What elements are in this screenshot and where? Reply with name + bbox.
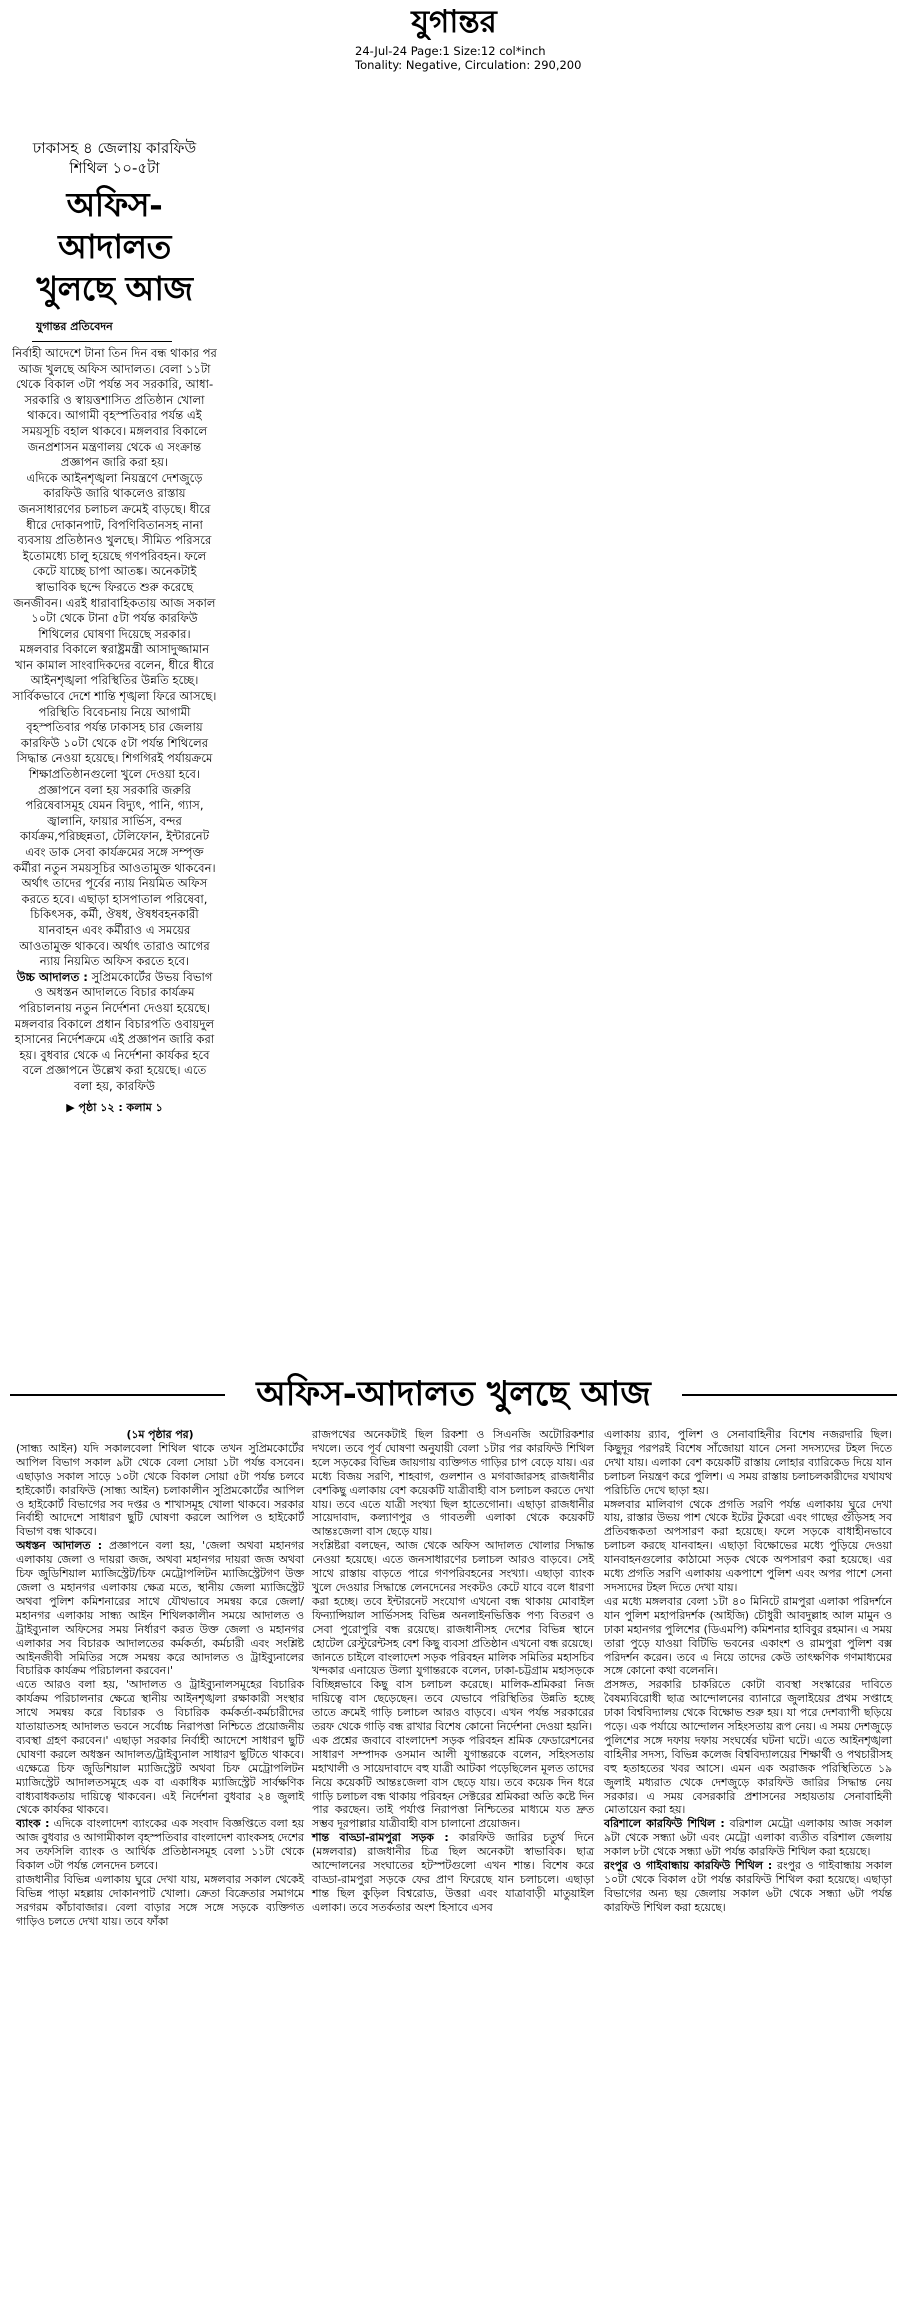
tonality-line: Tonality: Negative, Circulation: 290,200 (355, 58, 582, 72)
subhead-lead: অধস্তন আদালত : (16, 1539, 103, 1553)
continuation-header (10, 1372, 897, 1418)
byline: যুগান্তর প্রতিবেদন (36, 320, 113, 333)
paragraph: শান্ত বাড্ডা-রামপুরা সড়ক : কারফিউ জারির চতুর্থ দিনে (মঙ্গলবার) রাজধানীর চিত্র ছিল অনেকটা স্বাভাবিক। ছাত্র আন্দোলনের সংঘাতের হটস্পটগুলো এখন শান্ত। বিশেষ করে বাড্ডা-রামপুরা সড়কে ফের প্রাণ ফিরেছে যান চলাচলে। এছাড়া শান্ত ছিল কুড়িল বিশ্বরোড, উত্তরা এবং যাত্রাবাড়ী মাতুয়াইল এলাকা। তবে সতর্কতার অংশ হিসাবে এসব (312, 1831, 594, 1914)
column-1 (16, 1428, 304, 1929)
subhead-lead: বরিশালে কারফিউ শিথিল : (604, 1817, 725, 1831)
paragraph: সংশ্লিষ্টরা বলছেন, আজ থেকে অফিস আদালত খোলার সিদ্ধান্ত নেওয়া হয়েছে। এতে জনসাধারণের চলাচল আরও বাড়বে। সেই সাথে রাস্তায় বাড়তে পারে গণপরিবহনের সংখ্যা। এছাড়া ব্যাংক খুলে দেওয়ার সিদ্ধান্তে লেনদেনের সংকটও কেটে যাবে বলে ধারণা করা হচ্ছে। তবে ইন্টারনেট সংযোগ এখনো বন্ধ থাকায় মোবাইল ফিন্যান্সিয়াল সার্ভিসসহ বিভিন্ন অনলাইনভিত্তিক পণ্য বিতরণ ও সেবা পুরোপুরি বন্ধ রয়েছে। রাজধানীসহ দেশের বিভিন্ন স্থানে হোটেল রেস্টুরেন্টসহ বেশ কিছু ব্যবসা প্রতিষ্ঠান এখনো বন্ধ রয়েছে। (312, 1539, 594, 1650)
date-line: 24-Jul-24 Page:1 Size:12 col*inch (355, 44, 546, 58)
paragraph: নির্বাহী আদেশে টানা তিন দিন বন্ধ থাকার পর আজ খুলছে অফিস আদালত। বেলা ১১টা থেকে বিকাল ৩টা পর্যন্ত সব সরকারি, আধা-সরকারি ও স্বায়ত্তশাসিত প্রতিষ্ঠান খোলা থাকবে। আগামী বৃহস্পতিবার পর্যন্ত এই সময়সূচি বহাল থাকবে। মঙ্গলবার বিকালে জনপ্রশাসন মন্ত্রণালয় থেকে এ সংক্রান্ত প্রজ্ঞাপন জারি করা হয়। (12, 346, 217, 470)
continuation-columns (16, 1428, 892, 2308)
newspaper-logo (368, 2, 540, 40)
paragraph: (সান্ধ্য আইন) যদি সকালবেলা শিথিল থাকে তখন সুপ্রিমকোর্টের আপিল বিভাগ সকাল ৯টা থেকে বেলা সোয়া ১টা পর্যন্ত বসবেন। এছাড়াও সকাল সাড়ে ১০টা থেকে বিকাল সোয়া ৫টা পর্যন্ত চলবে হাইকোর্ট। কারফিউ (সান্ধ্য আইন) চলাকালীন সুপ্রিমকোর্টের আপিল ও হাইকোর্ট বিভাগের সব দপ্তর ও শাখাসমূহ খোলা থাকবে। সরকার নির্বাহী আদেশে সাধারণ ছুটি ঘোষণা করলে আপিল ও হাইকোর্ট বিভাগ বন্ধ থাকবে। (16, 1441, 304, 1539)
headline-line-1: অফিস-আদালত (58, 185, 171, 266)
paragraph: এক প্রশ্নের জবাবে বাংলাদেশ সড়ক পরিবহন শ্রমিক ফেডারেশনের সাধারণ সম্পাদক ওসমান আলী যুগান্তরকে বলেন, সহিংসতায় মহাখালী ও সায়েদাবাদে বহু যাত্রী আটকা পড়েছিলেন মূলত তাদের নিয়ে কয়েকটি আন্তঃজেলা বাস ছেড়ে যায়। তবে কয়েক দিন ধরে গাড়ি চলাচল বন্ধ থাকায় পরিবহন সেক্টরের শ্রমিকরা অতি কষ্টে দিন পার করছেন। তাই পর্যাপ্ত নিরাপত্তা নিশ্চিতের মাধ্যমে যত দ্রুত সম্ভব দূরপাল্লার যাত্রীবাহী বাস চালানো প্রয়োজন। (312, 1733, 594, 1831)
paragraph: এর মধ্যে মঙ্গলবার বেলা ১টা ৪০ মিনিটে রামপুরা এলাকা পরিদর্শনে যান পুলিশ মহাপরিদর্শক (আইজি) চৌধুরী আবদুল্লাহ আল মামুন ও ঢাকা মহানগর পুলিশের (ডিএমপি) কমিশনার হাবিবুর রহমান। এ সময় তারা পুড়ে যাওয়া বিটিভি ভবনের একাংশ ও রামপুরা পুলিশ বক্স পরিদর্শন করেন। তবে এ নিয়ে তাদের কেউ তাৎক্ষণিক গণমাধ্যমের সঙ্গে কোনো কথা বলেননি। (604, 1594, 892, 1678)
paragraph: রংপুর ও গাইবান্ধায় কারফিউ শিথিল : রংপুর ও গাইবান্ধায় সকাল ১০টা থেকে বিকাল ৫টা পর্যন্ত কারফিউ শিথিল করা হয়েছে। এছাড়া বিভাগের অন্য ছয় জেলায় সকাল ৬টা থেকে সন্ধ্যা ৬টা পর্যন্ত কারফিউ শিথিল করা হয়েছে। (604, 1859, 892, 1914)
subhead-lead: রংপুর ও গাইবান্ধায় কারফিউ শিথিল : (604, 1859, 773, 1873)
subhead-lead: উচ্চ আদালত : (16, 969, 88, 984)
subhead-lead: শান্ত বাড্ডা-রামপুরা সড়ক : (312, 1831, 449, 1845)
paragraph: জানতে চাইলে বাংলাদেশ সড়ক পরিবহন মালিক সমিতির মহাসচিব খন্দকার এনায়েত উল্যা যুগান্তরকে বলেন, ঢাকা-চট্টগ্রাম মহাসড়কে বিচ্ছিন্নভাবে কিছু বাস চলাচল করেছে। মালিক-শ্রমিকরা নিজ দায়িত্বে বাস ছেড়েছেন। তবে যেভাবে পরিস্থিতির উন্নতি হচ্ছে তাতে ক্রমেই গাড়ি চলাচল আরও বাড়বে। এখন পর্যন্ত সরকারের তরফ থেকে গাড়ি বন্ধ রাখার বিশেষ কোনো নির্দেশনা দেওয়া হয়নি। (312, 1650, 594, 1734)
paragraph: রাজপথের অনেকটাই ছিল রিকশা ও সিএনজি অটোরিকশার দখলে। তবে পূর্ব ঘোষণা অনুযায়ী বেলা ১টার পর কারফিউ শিথিল হলে সড়কের বিভিন্ন জায়গায় ব্যক্তিগত গাড়ির চাপ বেড়ে যায়। এর মধ্যে বিজয় সরণি, শাহবাগ, গুলশান ও মগবাজারসহ রাজধানীর বেশকিছু এলাকায় বেশ কয়েকটি যাত্রীবাহী বাস চলাচল করতে দেখা যায়। তবে এতে যাত্রী সংখ্যা ছিল হাতেগোনা। এছাড়া রাজধানীর সায়েদাবাদ, কল্যাণপুর ও গাবতলী এলাকা থেকে কয়েকটি আন্তঃজেলা বাস ছেড়ে যায়। (312, 1428, 594, 1539)
clipping-meta (355, 44, 581, 72)
paragraph: এদিকে আইনশৃঙ্খলা নিয়ন্ত্রণে দেশজুড়ে কারফিউ জারি থাকলেও রাস্তায় জনসাধারণের চলাচল ক্রমেই বাড়ছে। ধীরে ধীরে দোকানপাট, বিপণিবিতানসহ নানা ব্যবসায় প্রতিষ্ঠানও খুলছে। সীমিত পরিসরে ইতোমধ্যে চালু হয়েছে গণপরিবহন। ফলে কেটে যাচ্ছে চাপা আতঙ্ক। অনেকটাই স্বাভাবিক ছন্দে ফিরতে শুরু করেছে জনজীবন। এরই ধারাবাহিকতায় আজ সকাল ১০টা থেকে টানা ৫টা পর্যন্ত কারফিউ শিথিলের ঘোষণা দিয়েছে সরকার। (13, 470, 216, 641)
front-page-clipping (12, 138, 217, 1118)
subhead-lead: ব্যাংক : (16, 1817, 50, 1831)
byline-rule (32, 341, 172, 342)
paragraph: বরিশালে কারফিউ শিথিল : বরিশাল মেট্রো এলাকায় আজ সকাল ৯টা থেকে সন্ধ্যা ৬টা এবং মেট্রো এলাকা ব্যতীত বরিশাল জেলায় সকাল ৮টা থেকে সন্ধ্যা ৬টা পর্যন্ত কারফিউ শিথিল করা হয়েছে। (604, 1817, 893, 1859)
logo-text: যুগান্তর (411, 4, 497, 40)
paragraph: অধস্তন আদালত : প্রজ্ঞাপনে বলা হয়, 'জেলা অথবা মহানগর এলাকায় জেলা ও দায়রা জজ, অথবা মহানগর দায়রা জজ অথবা চিফ জুডিশিয়াল ম্যাজিস্ট্রেট/চিফ মেট্রোপলিটন ম্যাজিস্ট্রেটগণ উক্ত জেলা ও মহানগর এলাকায় ক্ষেত্র মতে, স্থানীয় জেলা ম্যাজিস্ট্রেট অথবা পুলিশ কমিশনারের সাথে যৌথভাবে সমন্বয় করে জেলা/মহানগর এলাকায় সান্ধ্য আইন শিথিলকালীন সময়ে আদালত ও ট্রাইব্যুনাল অফিসের সময় নির্ধারণ করত উক্ত জেলা ও মহানগর এলাকার সব বিচারক আদালতের কর্মকর্তা, কর্মচারী এবং সংশ্লিষ্ট আইনজীবী সমিতির সঙ্গে সমন্বয় করে আদালত ও ট্রাইব্যুনালের বিচারিক কার্যক্রম পরিচালনা করবেন।' (16, 1539, 304, 1678)
paragraph: এলাকায় র‌্যাব, পুলিশ ও সেনাবাহিনীর বিশেষ নজরদারি ছিল। কিছুদূর পরপরই বিশেষ সাঁজোয়া যানে সেনা সদস্যদের টহল দিতে দেখা যায়। এলাকা বেশ কয়েকটি রাস্তায় লোহার ব্যারিকেড দিয়ে যান চলাচল নিয়ন্ত্রণ করে পুলিশ। এ সময় রাস্তায় চলাচলকারীদের যথাযথ পরিচিতি দেখে ছাড়া হয়। (604, 1428, 892, 1497)
paragraph: ব্যাংক : এদিকে বাংলাদেশ ব্যাংকের এক সংবাদ বিজ্ঞপ্তিতে বলা হয় আজ বুধবার ও আগামীকাল বৃহস্পতিবার বাংলাদেশ ব্যাংকসহ দেশের সব তফসিলি ব্যাংক ও আর্থিক প্রতিষ্ঠানসমূহ বেলা ১১টা থেকে বিকাল ৩টা পর্যন্ত লেনদেন চলবে। (16, 1817, 304, 1873)
column-3 (604, 1428, 892, 1915)
paragraph: মঙ্গলবার বিকালে স্বরাষ্ট্রমন্ত্রী আসাদুজ্জামান খান কামাল সাংবাদিকদের বলেন, ধীরে ধীরে আইনশৃঙ্খলা পরিস্থিতির উন্নতি হচ্ছে। সার্বিকভাবে দেশে শান্তি শৃঙ্খলা ফিরে আসছে। পরিস্থিতি বিবেচনায় নিয়ে আগামী বৃহস্পতিবার পর্যন্ত ঢাকাসহ চার জেলায় কারফিউ ১০টা থেকে ৫টা পর্যন্ত শিথিলের সিদ্ধান্ত নেওয়া হয়েছে। শিগগিরই পর্যায়ক্রমে শিক্ষাপ্রতিষ্ঠানগুলো খুলে দেওয়া হবে। (12, 642, 217, 782)
article-body (12, 346, 217, 1095)
continued-from: (১ম পৃষ্ঠার পর) (126, 1428, 194, 1441)
continuation-headline: অফিস-আদালত খুলছে আজ (256, 1374, 651, 1414)
paragraph: প্রজ্ঞাপনে বলা হয় সরকারি জরুরি পরিষেবাসমূহ যেমন বিদ্যুৎ, পানি, গ্যাস, জ্বালানি, ফায়ার সার্ভিস, বন্দর কার্যক্রম,পরিচ্ছন্নতা, টেলিফোন, ইন্টারনেট এবং ডাক সেবা কার্যক্রমের সঙ্গে সম্পৃক্ত কর্মীরা নতুন সময়সূচির আওতামুক্ত থাকবেন। অর্থাৎ তাদের পূর্বের ন্যায় নিয়মিত অফিস করতে হবে। এছাড়া হাসপাতাল পরিষেবা, চিকিৎসক, কর্মী, ঔষধ, ঔষধবহনকারী যানবাহন এবং কর্মীরাও এ সময়ের আওতামুক্ত থাকবে। অর্থাৎ তারাও আগের ন্যায় নিয়মিত অফিস করতে হবে। (13, 782, 216, 969)
paragraph: প্রসঙ্গত, সরকারি চাকরিতে কোটা ব্যবস্থা সংস্কারের দাবিতে বৈষম্যবিরোধী ছাত্র আন্দোলনের ব্যানারে জুলাইয়ের প্রথম সপ্তাহে ঢাকা বিশ্ববিদ্যালয় থেকে বিক্ষোভ শুরু হয়। যা পরে দেশব্যাপী ছড়িয়ে পড়ে। এক পর্যায়ে আন্দোলন সহিংসতায় রূপ নেয়। এ সময় দেশজুড়ে পুলিশের সঙ্গে দফায় দফায় সংঘর্ষের ঘটনা ঘটে। এতে আইনশৃঙ্খলা বাহিনীর সদস্য, বিভিন্ন কলেজ বিশ্ববিদ্যালয়ের শিক্ষার্থী ও পথচারীসহ বহু হতাহতের খবর আসে। এমন এক অরাজক পরিস্থিতিতে ১৯ জুলাই মধ্যরাত থেকে দেশজুড়ে কারফিউ জারির সিদ্ধান্ত নেয় সরকার। এ সময় বেসরকারি প্রশাসনের সহায়তায় সেনাবাহিনী মোতায়েন করা হয়। (604, 1678, 892, 1817)
continued-marker: ▶ পৃষ্ঠা ১২ : কলাম ১ (66, 1100, 163, 1114)
headline-line-2: খুলছে আজ (36, 269, 193, 308)
column-2 (312, 1428, 594, 1915)
paragraph: রাজধানীর বিভিন্ন এলাকায় ঘুরে দেখা যায়, মঙ্গলবার সকাল থেকেই বিভিন্ন পাড়া মহল্লায় দোকানপাট খোলা। ক্রেতা বিক্রেতার সমাগমে সরগরম কাঁচাবাজার। বেলা বাড়ার সঙ্গে সঙ্গে সড়কে ব্যক্তিগত গাড়িও চলতে দেখা যায়। তবে ফাঁকা (16, 1873, 304, 1928)
paragraph: মঙ্গলবার মালিবাগ থেকে প্রগতি সরণি পর্যন্ত এলাকায় ঘুরে দেখা যায়, রাস্তার উভয় পাশ থেকে ইটের টুকরো এবং গাছের গুঁড়িসহ সব প্রতিবন্ধকতা অপসারণ করা হয়েছে। ফলে সড়কে বাধাহীনভাবে চলাচল করছে যানবাহন। এছাড়া বিক্ষোভের মধ্যে পুড়িয়ে দেওয়া যানবাহনগুলোর কাঠামো সড়ক থেকে অপসারণ করা হয়েছে। এর মধ্যে প্রগতি সরণি এলাকায় একপাশে পুলিশ এবং অপর পাশে সেনা সদস্যদের টহল দিতে দেখা যায়। (604, 1497, 892, 1594)
paragraph: উচ্চ আদালত : সুপ্রিমকোর্টের উভয় বিভাগ ও অধস্তন আদালতে বিচার কার্যক্রম পরিচালনায় নতুন নির্দেশনা দেওয়া হয়েছে। মঙ্গলবার বিকালে প্রধান বিচারপতি ওবায়দুল হাসানের নির্দেশক্রমে এই প্রজ্ঞাপন জারি করা হয়। বুধবার থেকে এ নির্দেশনা কার্যকর হবে বলে প্রজ্ঞাপনে উল্লেখ করা হয়েছে। এতে বলা হয়, কারফিউ (14, 969, 215, 1093)
story-kicker: ঢাকাসহ ৪ জেলায় কারফিউ শিথিল ১০-৫টা (32, 139, 197, 177)
paragraph: এতে আরও বলা হয়, 'আদালত ও ট্রাইব্যুনালসমূহের বিচারিক কার্যক্রম পরিচালনার ক্ষেত্রে স্থানীয় আইনশৃঙ্খলা রক্ষাকারী সংস্থার সাথে সমন্বয় করে বিচারক ও বিচারিক কর্মকর্তা-কর্মচারীদের যাতায়াতসহ আদালত ভবনে সর্বোচ্চ নিরাপত্তা নিশ্চিতে প্রয়োজনীয় ব্যবস্থা গ্রহণ করবেন।' এছাড়া সরকার নির্বাহী আদেশে সাধারণ ছুটি ঘোষণা করলে অধস্তন আদালত/ট্রাইব্যুনাল সাধারণ ছুটিতে থাকবে। এক্ষেত্রে চিফ জুডিশিয়াল ম্যাজিস্ট্রেট অথবা চিফ মেট্রোপলিটন ম্যাজিস্ট্রেট আদালতসমূহে এক বা একাধিক ম্যাজিস্ট্রেট সার্বক্ষণিক বাধ্যবাধকতায় দায়িত্বে থাকবেন। এই নির্দেশনা বুধবার ২৪ জুলাই থেকে কার্যকর থাকবে। (16, 1678, 304, 1817)
